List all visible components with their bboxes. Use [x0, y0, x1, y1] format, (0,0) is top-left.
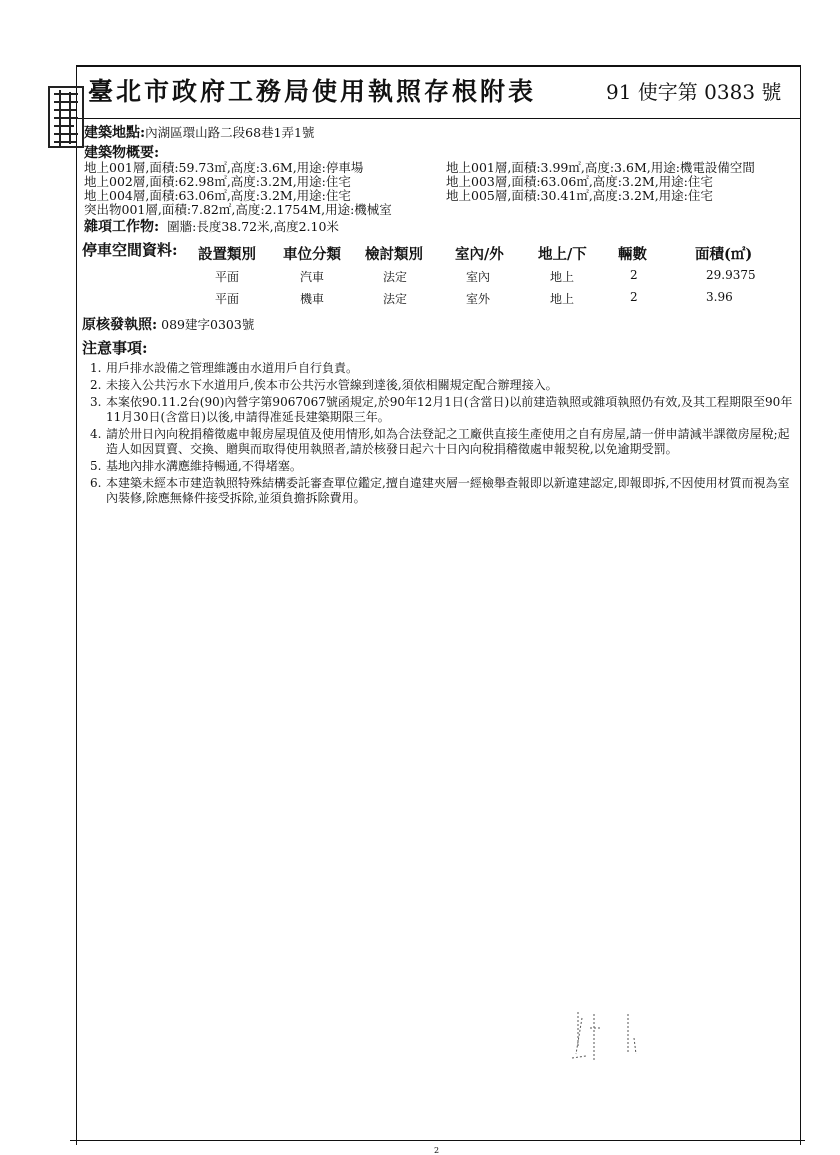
- overview-label: 建築物概要:: [84, 145, 160, 161]
- parking-header-cell: 室內/外: [455, 246, 504, 263]
- note-text: 本案依90.11.2台(90)內營字第9067067號函規定,於90年12月1日(含當日)以前建造執照或雜項執照仍有效,及其工程期限至90年11月30日(含當日)以後,申請得准延長建築期限三年。: [106, 395, 793, 424]
- note-number: 5.: [90, 459, 102, 473]
- note-item: [88, 361, 800, 376]
- overview-right-line: 地上001層,面積:3.99㎡,高度:3.6M,用途:機電設備空間: [446, 160, 755, 175]
- parking-cell: 機車: [300, 292, 325, 306]
- parking-header-cell: 車位分類: [283, 246, 341, 263]
- frame-right-border: [800, 65, 801, 1145]
- parking-cell: 29.9375: [706, 268, 756, 282]
- parking-cell: 2: [630, 290, 638, 304]
- note-number: 6.: [90, 476, 102, 490]
- original-permit-row: [82, 318, 254, 332]
- note-text: 本建築未經本市建造執照特殊結構委託審查單位鑑定,擅自違建夾層一經檢舉查報即以新違建認定,即報即拆,不因使用材質而視為室內裝修,除應無條件接受拆除,並須負擔拆除費用。: [106, 476, 790, 505]
- note-item: [88, 476, 800, 506]
- parking-header-cell: 檢討類別: [365, 246, 423, 263]
- misc-works-value: 圍牆:長度38.72米,高度2.10米: [167, 219, 339, 234]
- parking-cell: 室內: [466, 270, 491, 284]
- parking-cell: 3.96: [706, 290, 733, 304]
- parking-cell: 地上: [550, 292, 575, 306]
- overview-right-line: 地上005層,面積:30.41㎡,高度:3.2M,用途:住宅: [446, 188, 713, 203]
- note-item: [88, 395, 800, 425]
- signature-mark-icon: [550, 1008, 650, 1068]
- overview-left-line: 突出物001層,面積:7.82㎡,高度:2.1754M,用途:機械室: [84, 202, 392, 217]
- note-item: [88, 378, 800, 393]
- misc-works-row: [84, 220, 339, 234]
- note-number: 4.: [90, 427, 102, 441]
- note-number: 1.: [90, 361, 102, 375]
- title-divider: [76, 118, 800, 119]
- note-text: 未接入公共污水下水道用戶,俟本市公共污水管線到達後,須依相關規定配合辦理接入。: [106, 378, 558, 392]
- frame-bottom-border: [70, 1140, 805, 1141]
- overview-right-line: 地上003層,面積:63.06㎡,高度:3.2M,用途:住宅: [446, 174, 713, 189]
- official-stamp-icon: [46, 84, 86, 150]
- overview-left-line: 地上004層,面積:63.06㎡,高度:3.2M,用途:住宅: [84, 188, 351, 203]
- page-number: 2: [434, 1146, 440, 1155]
- note-item: [88, 459, 800, 474]
- original-permit-label: 原核發執照:: [82, 317, 158, 333]
- parking-cell: 平面: [215, 270, 240, 284]
- document-number: 91 使字第 0383 號: [606, 80, 782, 104]
- parking-cell: 平面: [215, 292, 240, 306]
- note-item: [88, 427, 800, 457]
- location-label: 建築地點:: [84, 125, 146, 141]
- parking-header-cell: 地上/下: [538, 246, 587, 263]
- overview-left-line: 地上001層,面積:59.73㎡,高度:3.6M,用途:停車場: [84, 160, 364, 175]
- note-number: 3.: [90, 395, 102, 409]
- frame-left-border: [76, 65, 77, 1145]
- overview-left-line: 地上002層,面積:62.98㎡,高度:3.2M,用途:住宅: [84, 174, 351, 189]
- parking-label: 停車空間資料:: [82, 241, 178, 259]
- location-row: [84, 126, 314, 140]
- parking-header-cell: 輛數: [618, 246, 647, 263]
- parking-cell: 汽車: [300, 270, 325, 284]
- document-title: 臺北市政府工務局使用執照存根附表: [88, 77, 537, 106]
- parking-cell: 地上: [550, 270, 575, 284]
- original-permit-value: 089建字0303號: [161, 317, 255, 332]
- parking-header-cell: 設置類別: [198, 246, 256, 263]
- parking-header-cell: 面積(㎡): [695, 246, 753, 263]
- parking-cell: 法定: [383, 292, 408, 306]
- misc-works-label: 雜項工作物:: [84, 219, 160, 235]
- notes-list: [88, 361, 800, 508]
- notes-label: 注意事項:: [82, 339, 148, 357]
- parking-cell: 室外: [466, 292, 491, 306]
- parking-cell: 2: [630, 268, 638, 282]
- location-value: 內湖區環山路二段68巷1弄1號: [145, 125, 315, 140]
- parking-cell: 法定: [383, 270, 408, 284]
- note-text: 請於卅日內向稅捐稽徵處申報房屋現值及使用情形,如為合法登記之工廠供直接生產使用之自有房屋,請一併申請減半課徵房屋稅;起造人如因買賣、交換、贈與而取得使用執照者,請於核發日起六十日內向稅捐稽徵處申報契稅,以免逾期受罰。: [106, 427, 790, 456]
- note-number: 2.: [90, 378, 102, 392]
- note-text: 基地內排水溝應維持暢通,不得堵塞。: [106, 459, 302, 473]
- note-text: 用戶排水設備之管理維護由水道用戶自行負責。: [106, 361, 359, 375]
- frame-top-border: [76, 65, 800, 67]
